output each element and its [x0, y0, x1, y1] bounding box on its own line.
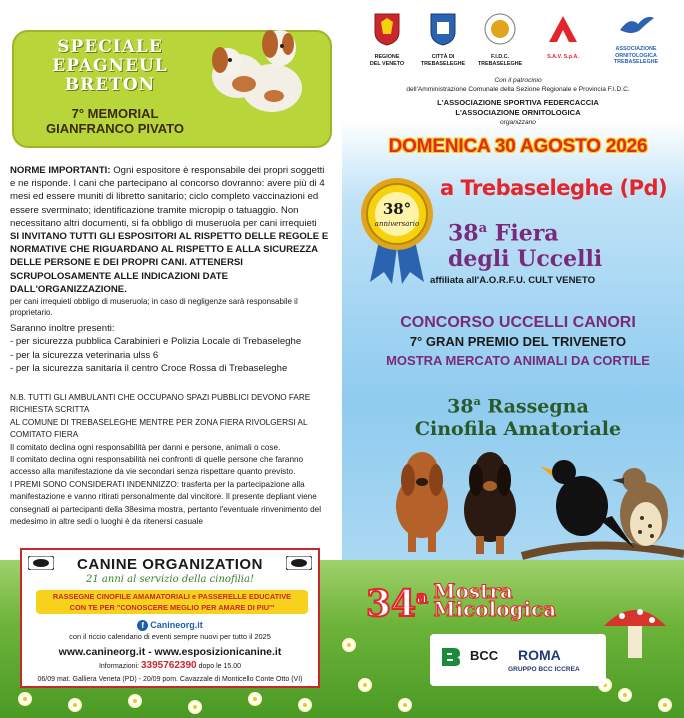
mostra-sup: a	[416, 587, 428, 608]
mostra-line2: Micologica	[433, 597, 557, 621]
fidc-caption: F.I.D.C. TREBASELEGHE	[477, 54, 523, 67]
affiliation-text: affiliata all'A.O.R.F.U. CULT VENETO	[430, 275, 596, 286]
canine-dates: 06/09 mat. Galliera Veneta (PD) - 20/09 pom. Cavazzale di Monticello Conte Otto (VI)	[37, 676, 303, 683]
citta-trebaseleghe-crest-icon	[429, 12, 457, 46]
fiera-line2: degli Uccelli	[448, 246, 603, 273]
presents-list	[10, 322, 332, 376]
nb-line: I PREMI SONO CONSIDERATI INDENNIZZO: trasferta per la partecipazione alla manifestazione e vanno ritirati personalmente dal vincitore. Il presente depliant viene consegnati ai partecipanti della 38esima mostra, pertanto l'eventuale rinvenimento del medesimo in altre sedi o luoghi è da ritenersi casuale	[10, 479, 322, 527]
bird-logo-icon	[616, 12, 656, 38]
concorso-block	[352, 313, 684, 370]
concorso-line1: CONCORSO UCCELLI CANORI	[400, 314, 636, 331]
ornitologica-caption: ASSOCIAZIONE ORNITOLOGICA TREBASELEGHE	[613, 46, 659, 65]
fiera-sup: a	[478, 221, 488, 236]
nb-line: Il comitato declina ogni responsabilità per danni e persone, animali o cose.	[10, 442, 281, 452]
bcc-label: BCC	[470, 648, 499, 663]
calendar-text: con il riccio calendario di eventi sempre nuovi per tutto il 2025	[69, 632, 271, 641]
speciale-epagneul-title: SPECIALE EPAGNEUL BRETON	[52, 37, 168, 95]
canine-title: CANINE ORGANIZATION	[77, 556, 263, 573]
rassegna-title	[352, 390, 684, 441]
presents-item: - per la sicurezza sanitaria il centro Croce Rossa di Trebaseleghe	[10, 363, 288, 375]
rules-text: Ogni espositore è responsabile dei propri soggetti e ne risponde. I cani che partecipano al concorso dovranno: avere più di 4 mesi ed essere muniti di libretto sanitario; ciclo completo vaccinazioni ed essere sverminato; identificazione tramite micropip o tatuaggio. Non necessitano altri documenti, si fa obbligo di museruola per cani irrequieti	[10, 165, 325, 229]
regione-veneto-crest-icon	[373, 12, 401, 46]
patron-line1: Con il patrocinio	[494, 77, 542, 84]
mushroom-icon	[600, 600, 670, 660]
rosette-number: 38°	[382, 200, 412, 218]
canine-band-line1: RASSEGNE CINOFILE AMAMATORIALI e PASSERELLE EDUCATIVE	[52, 592, 292, 601]
rules-caps: SI INVITANO TUTTI GLI ESPOSITORI AL RISPETTO DELLE REGOLE E NORMATIVE CHE RIGUARDANO AL RISPETTO E ALLA SICUREZZA DELLE PERSONE E DEI PROPRI CANI. ATTENERSI SCRUPOLOSAMENTE ALLE INDICAZIONI DATE DALL'ORGANIZZAZIONE.	[10, 231, 329, 295]
mostra-micologica	[366, 579, 557, 625]
facebook-icon: f	[137, 620, 148, 631]
epagneul-dogs-image	[200, 14, 310, 124]
rassegna-num: 38	[447, 395, 474, 418]
logo-sav	[538, 12, 588, 61]
mostra-line1: Mostra	[433, 579, 513, 603]
bcc-logo-icon	[438, 644, 464, 670]
logo-citta	[418, 12, 468, 67]
presents-item: - per la sicurezza veterinaria ulss 6	[10, 349, 159, 361]
regione-caption: REGIONE DEL VENETO	[369, 54, 405, 67]
canine-subtitle: 21 anni al servizio della cinofilia!	[86, 574, 254, 585]
assoc-line1: L'ASSOCIAZIONE SPORTIVA FEDERCACCIA	[437, 98, 599, 107]
sav-caption: S.A.V. S.p.A.	[547, 54, 579, 60]
presents-item: - per sicurezza pubblica Carabinieri e Polizia Locale di Trebaseleghe	[10, 336, 302, 348]
logo-regione	[364, 12, 410, 67]
fiera-line1: Fiera	[487, 220, 559, 247]
assoc-line2: L'ASSOCIAZIONE ORNITOLOGICA	[455, 108, 581, 117]
citta-caption: CITTÀ DI TREBASELEGHE	[420, 54, 466, 67]
assoc-line3: organizzano	[500, 119, 536, 126]
rassegna-sup: a	[473, 395, 481, 408]
organizers-text	[360, 98, 676, 128]
fiera-title	[440, 216, 670, 272]
logo-ornitologica	[596, 12, 676, 66]
patron-line2: dell'Amministrazione Comunale della Sezione Regionale e Provincia F.I.D.C.	[406, 86, 630, 93]
dachshunds-and-birds-image	[372, 436, 684, 586]
canine-band	[36, 590, 308, 614]
memorial-line1: 7° MEMORIAL	[71, 106, 159, 121]
memorial-line2: GIANFRANCO PIVATO	[46, 121, 184, 136]
patronage-text	[360, 76, 676, 94]
canine-organization-box	[20, 548, 320, 688]
nb-notes	[10, 392, 332, 528]
sav-logo-icon	[545, 12, 581, 46]
concorso-line3: MOSTRA MERCATO ANIMALI DA CORTILE	[386, 353, 650, 368]
rosette-word: anniversario	[374, 220, 420, 228]
presents-intro: Saranno inoltre presenti:	[10, 323, 115, 334]
roma-label: ROMA	[518, 647, 561, 663]
facebook-label: Canineorg.it	[150, 620, 203, 630]
facebook-link[interactable]	[22, 620, 318, 631]
logo-fidc	[474, 12, 526, 67]
rassegna-line2: Cinofila Amatoriale	[414, 418, 622, 441]
info-after: dopo le 15.00	[198, 663, 242, 670]
memorial-text	[30, 106, 200, 136]
anniversary-rosette-icon	[358, 176, 436, 286]
gruppo-label: GRUPPO BCC ICCREA	[508, 666, 580, 673]
rassegna-line1: Rassegna	[480, 395, 589, 418]
canine-band-line2: CON TE PER "CONOSCERE MEGLIO PER AMARE DI PIU'"	[69, 603, 275, 612]
rules-paragraph	[10, 164, 332, 318]
fidc-logo-icon	[483, 12, 517, 46]
nb-line: AL COMUNE DI TREBASELEGHE MENTRE PER ZONA FIERA RIVOLGERSI AL COMITATO FIERA	[10, 417, 308, 440]
nb-line: Il comitato declina ogni responsabilità nei confronti di quelle persone che faranno accesso alla manifestazione da vie secondari senza rispettare quanto previsto.	[10, 455, 304, 477]
concorso-line2: 7° GRAN PREMIO DEL TRIVENETO	[409, 334, 627, 349]
rules-small: per cani irrequieti obbligo di museruola; in caso di negligenze sarà responsabile il proprietario.	[10, 297, 298, 318]
websites-link[interactable]: www.canineorg.it - www.esposizionicanine.it	[58, 646, 282, 658]
fiera-num: 38	[448, 220, 479, 247]
mostra-num: 34	[366, 583, 417, 625]
info-line	[22, 660, 318, 671]
event-place: a Trebaseleghe (Pd)	[440, 176, 668, 200]
event-date: DOMENICA 30 AGOSTO 2026	[388, 136, 648, 157]
info-label: Informazioni:	[98, 663, 140, 670]
nb-line: N.B. TUTTI GLI AMBULANTI CHE OCCUPANO SPAZI PUBBLICI DEVONO FARE RICHIESTA SCRITTA	[10, 393, 311, 415]
rules-label: NORME IMPORTANTI:	[10, 165, 111, 176]
bcc-roma-sponsor	[430, 634, 606, 686]
phone-number[interactable]: 3395762390	[141, 660, 197, 671]
